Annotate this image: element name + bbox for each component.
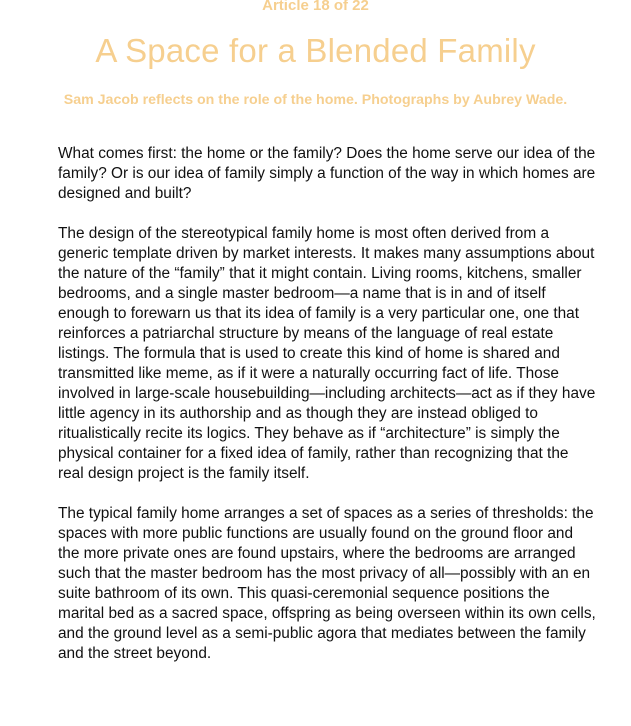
article-subtitle: Sam Jacob reflects on the role of the home. Photographs by Aubrey Wade.: [63, 92, 568, 108]
article-paragraph-1: What comes first: the home or the family? Does the home serve our idea of the family? Or is our idea of family simply a function of the way in which homes are designed and built?: [58, 145, 596, 202]
article-counter: Article 18 of 22: [262, 0, 369, 14]
article-paragraph-2: The design of the stereotypical family home is most often derived from a generic template driven by market interests. It makes many assumptions about the nature of the “family” that it might contain. Living rooms, kitchens, smaller bedrooms, and a single master bedroom—a name that is in and of itself enough to forewarn us that its idea of family is a very particular one, one that reinforces a patriarchal structure by means of the language of real estate listings. The formula that is used to create this kind of home is shared and transmitted like meme, as if it were a naturally occurring fact of life. Those involved in large-scale housebuilding—including architects—act as if they have little agency in its authorship and as though they are instead obliged to ritualistically recite its logics. They behave as if “architecture” is simply the physical container for a fixed idea of family, rather than recognizing that the real design project is the family itself.: [58, 225, 596, 482]
article-title: A Space for a Blended Family: [95, 32, 536, 69]
article-body: [58, 144, 598, 684]
article-paragraph-3: The typical family home arranges a set of spaces as a series of thresholds: the spaces with more public functions are usually found on the ground floor and the more private ones are found upstairs, where the bedrooms are arranged such that the master bedroom has the most privacy of all—possibly with an en suite bathroom of its own. This quasi-ceremonial sequence positions the marital bed as a sacred space, offspring as being overseen within its own cells, and the ground level as a semi-public agora that mediates between the family and the street beyond.: [58, 505, 596, 662]
